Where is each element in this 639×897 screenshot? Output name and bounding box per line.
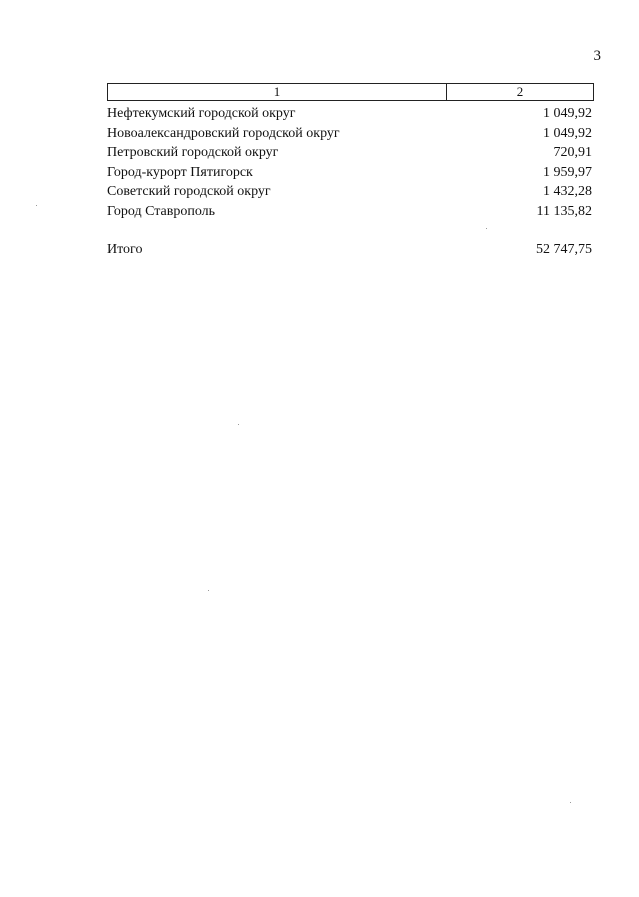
table-row [107, 202, 594, 222]
row-value: 1 432,28 [543, 184, 592, 199]
row-name: Город-курорт Пятигорск [107, 164, 253, 180]
row-name: Город Ставрополь [107, 203, 216, 219]
scan-speck [208, 590, 209, 591]
total-value: 52 747,75 [536, 242, 592, 257]
table-row [107, 124, 594, 144]
column-header-2: 2 [516, 84, 524, 99]
table-row [107, 182, 594, 202]
scan-speck [238, 424, 239, 425]
page-number: 3 [593, 48, 601, 64]
data-table [107, 83, 594, 260]
table-body [107, 104, 594, 260]
row-value: 1 049,92 [543, 106, 592, 121]
row-name: Советский городской округ [107, 184, 271, 199]
table-row [107, 143, 594, 163]
total-row [107, 240, 594, 260]
total-label: Итого [107, 242, 143, 257]
scan-speck [570, 802, 571, 803]
row-value: 720,91 [553, 145, 592, 160]
column-header-1: 1 [108, 84, 447, 100]
table-row [107, 163, 594, 183]
row-value: 1 049,92 [543, 125, 592, 141]
table-row [107, 104, 594, 124]
row-value: 1 959,97 [543, 164, 592, 180]
scan-speck [36, 205, 37, 206]
row-name: Новоалександровский городской округ [107, 125, 340, 141]
row-name: Петровский городской округ [107, 145, 279, 160]
scan-speck [486, 228, 487, 229]
row-value: 11 135,82 [536, 203, 592, 219]
table-header-row [107, 83, 594, 101]
row-name: Нефтекумский городской округ [107, 106, 296, 121]
